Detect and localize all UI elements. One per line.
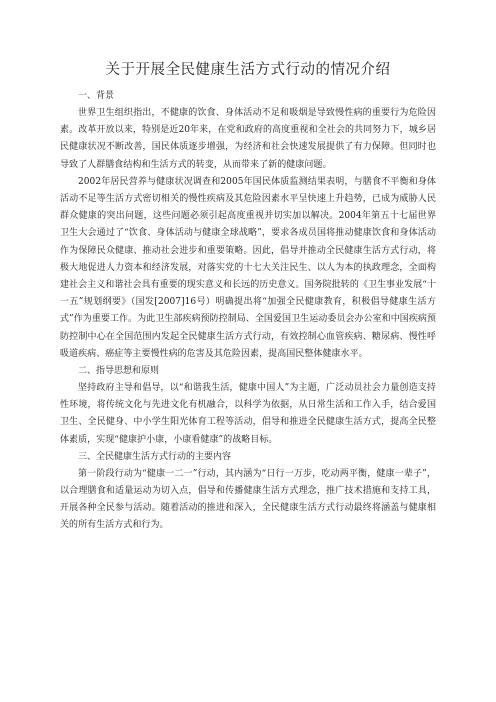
section-background <box>60 88 436 363</box>
section-heading: 二、指导思想和原则 <box>78 366 160 377</box>
section-heading: 三、全民健康生活方式行动的主要内容 <box>78 451 232 462</box>
paragraph: 2002年居民营养与健康状况调查和2005年国民体质监测结果表明，与膳食不平衡和身体活动不足等生活方式密切相关的慢性疾病及其危险因素水平呈快速上升趋势，已成为威胁人民群众健康的突出问题，这些问题必须引起高度重视并切实加以解决。2004年第五十七届世界卫生大会通过了“饮食、身体活动与健康全球战略”，要求各成员国将推动健康饮食和身体活动作为保障民众健康、推动社会进步和重要策略。因此，倡导并推动全民健康生活方式行动，将极大地促进人力资本和经济发展，对落实党的十七大关注民生、以人为本的执政理念，全面构建社会主义和谐社会具有重要的现实意义和长远的历史意义。国务院批转的《卫生事业发展“十一五”规划纲要》（国发[2007]16号）明确提出将“加强全民健康教育，积极倡导健康生活方式”作为重要工作。为此卫生部疾病预防控制局、全国爱国卫生运动委员会办公室和中国疾病预防控制中心在全国范围内发起全民健康生活方式行动，有效控制心血管疾病、糖尿病、慢性呼吸道疾病、癌症等主要慢性病的危害及其危险因素，提高国民整体健康水平。 <box>60 176 436 359</box>
section-main-content <box>60 449 436 535</box>
paragraph: 第一阶段行动为“健康一二一”行动，其内涵为“日行一万步，吃动两平衡，健康一辈子”，以合理膳食和适量运动为切入点，倡导和传播健康生活方式理念，推广技术措施和支持工具，开展各种全民参与活动。随着活动的推进和深入，全民健康生活方式行动最终将涵盖与健康相关的所有生活方式和行为。 <box>60 468 436 531</box>
section-guiding-principles <box>60 363 436 449</box>
document-title: 关于开展全民健康生活方式行动的情况介绍 <box>105 62 391 78</box>
paragraph: 世界卫生组织指出，不健康的饮食、身体活动不足和吸烟是导致慢性病的重要行为危险因素。改革开放以来，特别是近20年来，在党和政府的高度重视和全社会的共同努力下，城乡居民健康状况不断改善，国民体质逐步增强，为经济和社会快速发展提供了有力保障。但同时也导致了人群膳食结构和生活方式的转变，从而带来了新的健康问题。 <box>60 108 436 170</box>
paragraph: 坚持政府主导和倡导，以“和谐我生活，健康中国人”为主题，广泛动员社会力量创造支持性环境，将传统文化与先进文化有机融合，以科学为依据，从日常生活和工作入手，结合爱国卫生、全民健身、中小学生阳光体育工程等活动，倡导和推进全民健康生活方式，提高全民整体素质，实现“健康护小康，小康看健康”的战略目标。 <box>60 383 436 445</box>
section-heading: 一、背景 <box>78 91 115 101</box>
